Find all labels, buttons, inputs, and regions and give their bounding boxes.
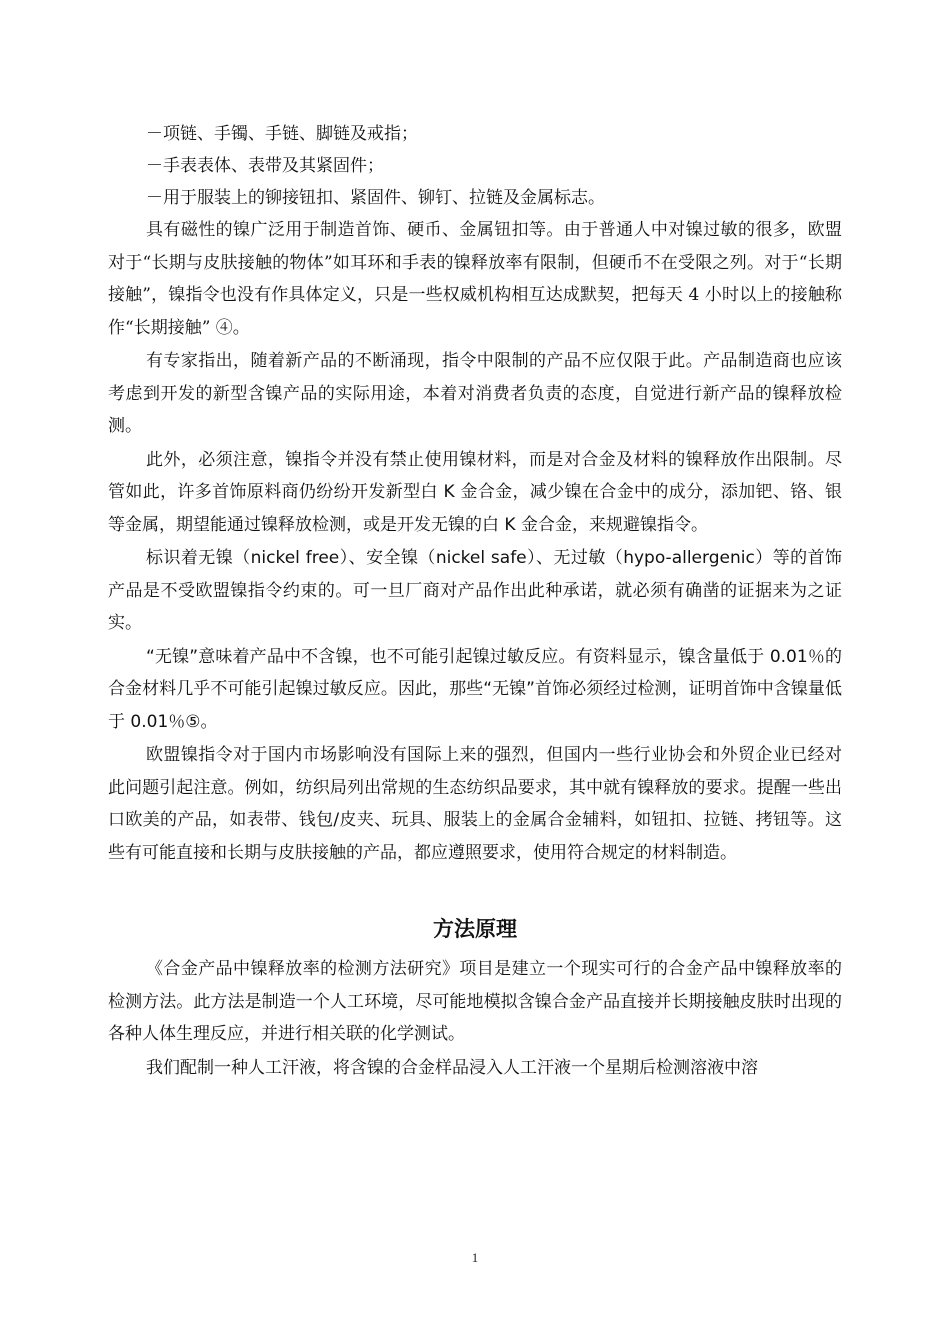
page-number: 1 (471, 1250, 479, 1265)
document-body (108, 118, 842, 1085)
list-item: －手表表体、表带及其紧固件； (146, 156, 384, 176)
paragraph: 此外，必须注意，镍指令并没有禁止使用镍材料，而是对合金及材料的镍释放作出限制。尽管如此，许多首饰原料商仍纷纷开发新型白 K 金合金，减少镍在合金中的成分，添加钯、铬、银等金属，期望能通过镍释放检测，或是开发无镍的白 K 金合金，来规避镍指令。 (108, 449, 842, 535)
list-item: －项链、手镯、手链、脚链及戒指； (146, 124, 418, 144)
paragraph: 具有磁性的镍广泛用于制造首饰、硬币、金属钮扣等。由于普通人中对镍过敏的很多，欧盟对于“长期与皮肤接触的物体”如耳环和手表的镍释放率有限制，但硬币不在受限之列。对于“长期接触”，镍指令也没有作具体定义，只是一些权威机构相互达成默契，把每天 4 小时以上的接触称作“长期接触” ④。 (108, 220, 842, 338)
paragraph: 欧盟镍指令对于国内市场影响没有国际上来的强烈，但国内一些行业协会和外贸企业已经对此问题引起注意。例如，纺织局列出常规的生态纺织品要求，其中就有镍释放的要求。提醒一些出口欧美的产品，如表带、钱包/皮夹、玩具、服装上的金属合金辅料，如钮扣、拉链、拷钮等。这些有可能直接和长期与皮肤接触的产品，都应遵照要求，使用符合规定的材料制造。 (108, 745, 842, 863)
paragraph: 标识着无镍（nickel free）、安全镍（nickel safe）、无过敏（hypo-allergenic）等的首饰产品是不受欧盟镍指令约束的。可一旦厂商对产品作出此种承诺，就必须有确凿的证据来为之证实。 (108, 548, 842, 633)
paragraph: 我们配制一种人工汗液，将含镍的合金样品浸入人工汗液一个星期后检测溶液中溶 (146, 1057, 758, 1078)
section-heading: 方法原理 (433, 917, 517, 941)
paragraph: 有专家指出，随着新产品的不断涌现，指令中限制的产品不应仅限于此。产品制造商也应该考虑到开发的新型含镍产品的实际用途，本着对消费者负责的态度，自觉进行新产品的镍释放检测。 (108, 351, 842, 436)
list-item: －用于服装上的铆接钮扣、紧固件、铆钉、拉链及金属标志。 (146, 188, 605, 208)
paragraph: “无镍”意味着产品中不含镍，也不可能引起镍过敏反应。有资料显示，镍含量低于 0.01％的合金材料几乎不可能引起镍过敏反应。因此，那些“无镍”首饰必须经过检测，证明首饰中含镍量低于 0.01％⑤。 (108, 646, 842, 732)
paragraph: 《合金产品中镍释放率的检测方法研究》项目是建立一个现实可行的合金产品中镍释放率的检测方法。此方法是制造一个人工环境，尽可能地模拟含镍合金产品直接并长期接触皮肤时出现的各种人体生理反应，并进行相关联的化学测试。 (108, 959, 842, 1044)
